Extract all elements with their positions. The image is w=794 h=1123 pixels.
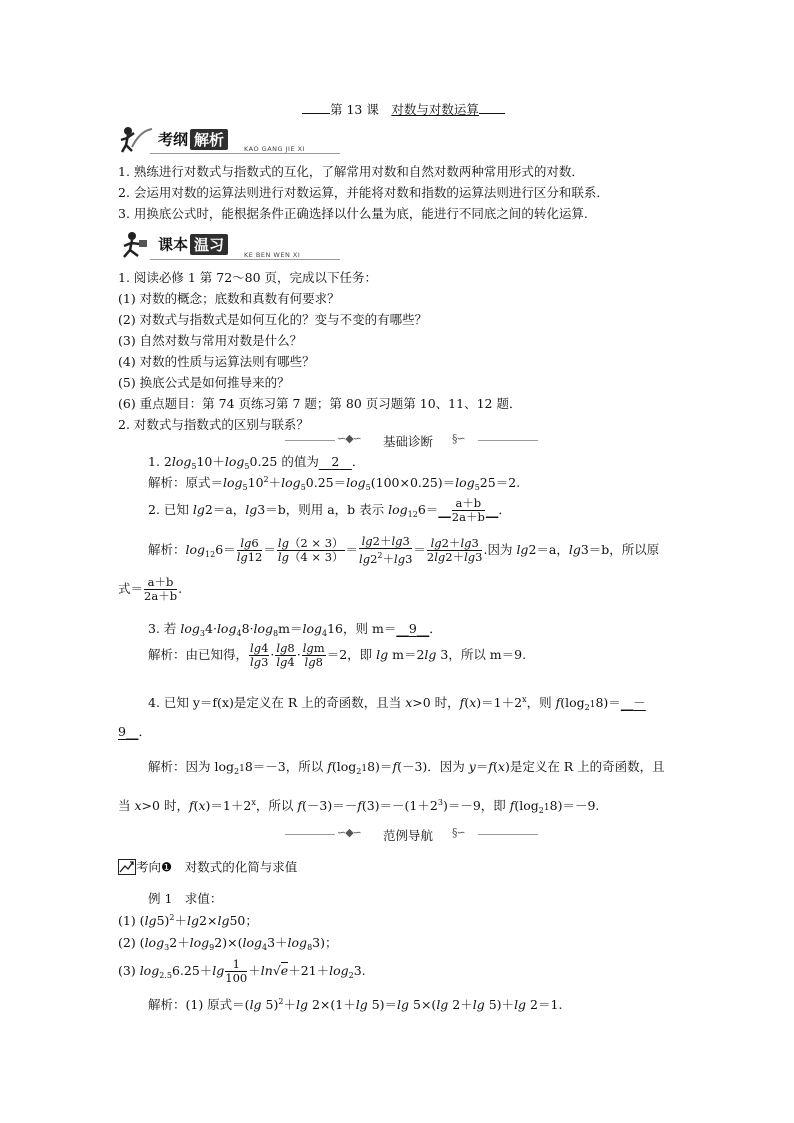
solution-2: 解析：$\log_{12}6=$ $\frac{\lg 6}{\lg 12}$ ＝ $\frac{\lg(2 \times 3)}{\lg(4 \times 3)}$ ＝ $\frac{\lg 2+\lg 3}{\lg 2^2+\lg 3}$ ＝ $\frac{\lg 2+\lg 3}{2\lg 2+\lg 3}$ .因为 lg2＝a，lg3＝b，所以原 xyxy=(148,534,660,566)
syllabus-item: 2. 会运用对数的运算法则进行对数运算，并能将对数和指数的运算法则进行区分和联系． xyxy=(118,185,609,200)
example-1-part-2: (2) $(\log_32+\log_92)\times(\log_43+\log_83)$； xyxy=(118,935,338,952)
solution-4-cont: 当 x>0 时，$f(x)=1+2^x$，所以 $f(-3)=-f(3)=-(1+2^3)=-9$，即 $f(\log_218)=-9$. xyxy=(118,798,600,815)
answer-blank: __－ xyxy=(620,695,646,710)
section-header-keben: 课本 温习 xyxy=(118,230,228,258)
answer-fraction: $\frac{a+b}{2a+b}$ xyxy=(451,496,485,524)
example-1-part-1: (1) $(\lg 5)^2+\lg 2\times\lg 50$； xyxy=(118,913,258,928)
trend-icon xyxy=(118,859,136,875)
section-header-kaogang: 考纲 解析 xyxy=(118,125,228,153)
ornament-icon: ∽◆∽ xyxy=(337,826,361,839)
syllabus-item: 1. 熟练进行对数式与指数式的互化，了解常用对数和自然对数两种常用形式的对数． xyxy=(118,164,584,179)
problem-1: 1. $2\log_510+\log_50.25$ 的值为 2 ． xyxy=(148,454,365,471)
section-header-en: KE BEN WEN XI xyxy=(244,251,301,259)
problem-2: 2. 已知 lg2＝a，lg3＝b，则用 a，b 表示 $\log_{12}6=\_\_$ $\frac{a+b}{2a+b}$ __． xyxy=(148,496,511,524)
syllabus-item: 3. 用换底公式时，能根据条件正确选择以什么量为底，能进行不同底之间的转化运算. xyxy=(118,206,588,221)
solution-3: 解析：由已知得， $\frac{\lg 4}{\lg 3}$ · $\frac{\lg 8}{\lg 4}$ · $\frac{\lg m}{\lg 8}$ ＝2，即 lg m＝2lg 3，所以 m＝9. xyxy=(148,641,527,669)
example-1-label: 例 1 求值： xyxy=(148,891,223,906)
solution-1: 解析：原式$=\log_510^2+\log_50.25=\log_5(100\times 0.25)=\log_525=2$. xyxy=(148,475,521,492)
section-header-rule xyxy=(150,259,340,260)
reader-icon xyxy=(118,230,154,258)
answer-blank: 2 xyxy=(331,454,340,469)
review-item: (2) 对数式与指数式是如何互化的？变与不变的有哪些？ xyxy=(118,312,428,327)
answer-blank: __9__ xyxy=(396,621,430,636)
review-item: (1) 对数的概念；底数和真数有何要求？ xyxy=(118,291,340,306)
review-item: 1. 阅读必修 1 第 72～80 页，完成以下任务： xyxy=(118,270,378,285)
section-header-rule xyxy=(150,153,340,154)
review-item: (4) 对数的性质与运算法则有哪些？ xyxy=(118,354,315,369)
solution-4: 解析：因为 $\log_218=-3$，所以 $f(\log_218)=f(-3)$．因为 y＝f(x)是定义在 R 上的奇函数，且 xyxy=(148,759,665,776)
review-item: (5) 换底公式是如何推导来的？ xyxy=(118,375,290,390)
solution-2-cont: 式＝ $\frac{a+b}{2a+b}$ . xyxy=(118,575,183,603)
section-header-en: KAO GANG JIE XI xyxy=(244,145,305,153)
example-1-solution: 解析：(1) 原式＝(lg 5)$^2$＋lg 2×(1＋lg 5)＝lg 5×(lg 2＋lg 5)＋lg 2＝1. xyxy=(148,997,563,1012)
divider-title: 基础诊断 xyxy=(383,434,434,449)
divider-line xyxy=(478,834,538,835)
divider-line xyxy=(285,440,335,441)
divider-line xyxy=(285,834,335,835)
ornament-icon: §∽ xyxy=(452,826,465,839)
divider-title: 范例导航 xyxy=(383,828,434,843)
answer-blank: 9__ xyxy=(118,724,139,739)
divider-line xyxy=(478,440,538,441)
runner-icon xyxy=(118,125,154,153)
review-item: (6) 重点题目：第 74 页练习第 7 题；第 80 页习题第 10、11、12 题． xyxy=(118,396,522,411)
problem-3: 3. 若 $\log_34\cdot\log_48\cdot\log_8m=\log_416$，则 m＝__9__． xyxy=(148,621,442,638)
kaoxiang-heading: 考向❶ 对数式的化简与求值 xyxy=(118,856,297,876)
ornament-icon: §∽ xyxy=(452,432,465,445)
problem-4: 4. 已知 y＝f(x)是定义在 R 上的奇函数，且当 x>0 时，$f(x)=1+2^x$，则 $f(\log_218)=\_\_-$ xyxy=(148,695,646,712)
review-item: (3) 自然对数与常用对数是什么？ xyxy=(118,333,303,348)
ornament-icon: ∽◆∽ xyxy=(337,432,361,445)
example-1-part-3: (3) $\log_{2.5}6.25+\lg$ $\frac{1}{100}$ $+\ln√e+21+\log_23$. xyxy=(118,957,366,985)
review-item: 2. 对数式与指数式的区别与联系？ xyxy=(118,417,309,432)
page-title: 第 13 课 对数与对数运算 xyxy=(302,100,505,118)
problem-4-cont: 9__． xyxy=(118,724,151,739)
